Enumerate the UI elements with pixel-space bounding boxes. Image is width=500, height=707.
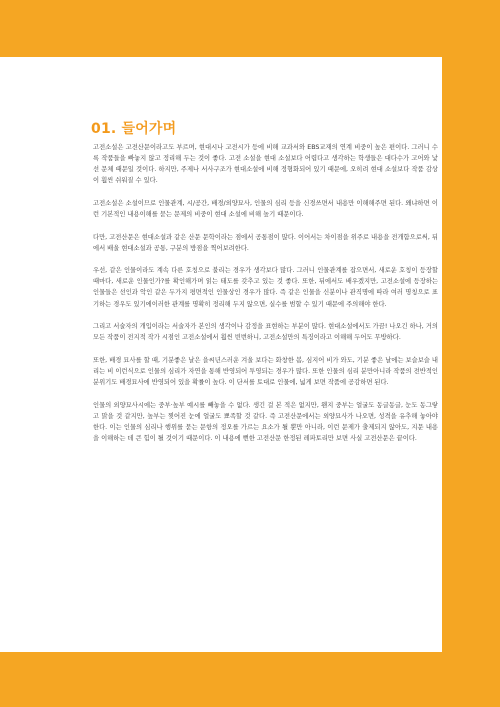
paragraph-5: 그리고 서술자의 개입이라는 서술자가 본인의 생각이나 감정을 표현하는 부분이 많다. 현대소설에서도 가끔! 나오긴 하나, 거의 모든 작품이 전지적 작가 시점인 고전소설에서 훨씬 빈번하니, 고전소설만의 특징이라고 이해해 두어도 무방하다. [93, 323, 438, 342]
paragraph-4: 우선, 같은 인물이라도 계속 다른 호칭으로 불리는 경우가 생각보다 많다. 그러니 인물관계를 잡으면서, 새로운 호칭이 등장할 때마다, 새로운 인물인가?를 확인해가며 읽는 태도를 갖추고 있는 것 좋다. 또한, 뒤에서도 배우겠지만, 고전소설에 등장하는 인물들은 선인과 악인 같은 두가지 평면적인 인물상인 경우가 많다. 즉 같은 인물을 신분이나 관직명에 따라 여러 명칭으로 표기하는 경우도 있기에이러한 관계를 명확히 정리해 두지 않으면, 실수를 범할 수 있기 때문에 주의해야 한다. [93, 267, 438, 308]
left-white-margin [0, 57, 57, 652]
body-text [93, 142, 438, 455]
document-page [57, 57, 442, 652]
paragraph-7: 인물의 외양묘사시에는 중부·높부 예시를 빼놓을 수 없다. 생긴 걸 본 적은 없지만, 왠지 중부는 얼굴도 동글동글, 눈도 동그랗고 맑을 것 같지만, 높부는 찢어진 눈에 얼굴도 뾰족할 것 같다. 즉 고전산문에서는 외양묘사가 나오면, 성격을 유추해 놓아야 한다. 이는 인물의 심리나 행위를 묻는 문항의 정오를 가르는 요소가 될 뿐만 아니라, 이런 문제가 출제되지 않아도, 지문 내용을 이해하는 데 큰 힘이 될 것이기 때문이다. 이 내용에 뻔한 고전산문 한정된 레파토리만 보면 사실 고전산문은 끝이다. [93, 401, 438, 442]
paragraph-2: 고전소설은 소설이므로 인물관계, 시/공간, 배경/외양묘사, 인물의 심리 등을 신경쓰면서 내용만 이해해주면 된다. 왜냐하면 이런 기본적인 내용이해를 묻는 문제의 비중이 현대 소설에 비해 높기 때문이다. [93, 199, 438, 218]
paragraph-1: 고전소설은 고전산문이라고도 부르며, 현대시나 고전시가 등에 비해 교과서와 EBS교재의 연계 비중이 높은 편이다. 그러니 수록 작품들을 빠놓지 않고 정리해 두는 것이 좋다. 고전 소설을 현대 소설보다 어렵다고 생각하는 학생들은 대다수가 고어와 낯선 문체 때문일 것이다. 하지만, 주제나 서사구조가 현대소설에 비해 정형화되어 있기 때문에, 오히려 현대 소설보다 작품 감상이 훨씬 쉬워질 수 있다. [93, 144, 438, 185]
section-title: 01. 들어가며 [91, 121, 177, 137]
paragraph-3: 다만, 고전산문은 현대소설과 같은 산문 문학이라는 점에서 공통점이 많다. 이어서는 차이점을 위주로 내용을 전개함으로써, 뒤에서 배울 현대소설과 공통, 구분의 방점을 찍어보려한다. [93, 233, 438, 252]
paragraph-6: 또한, 배경 묘사를 할 때, 기분좋은 날은 을씨년스러운 겨울 보다는 화창한 봄, 심지어 비가 와도, 기분 좋은 날에는 보슬보슬 내리는 비 이런식으로 인물의 심리가 자연을 통해 반영되어 투영되는 경우가 많다. 또한 인물의 심리 분만아니라 작품의 전반적인 분위기도 배경묘사에 반영되어 있을 확률이 높다. 이 단서를 토대로 인물에, 넓게 보면 작품에 공감하면 된다. [93, 356, 438, 386]
